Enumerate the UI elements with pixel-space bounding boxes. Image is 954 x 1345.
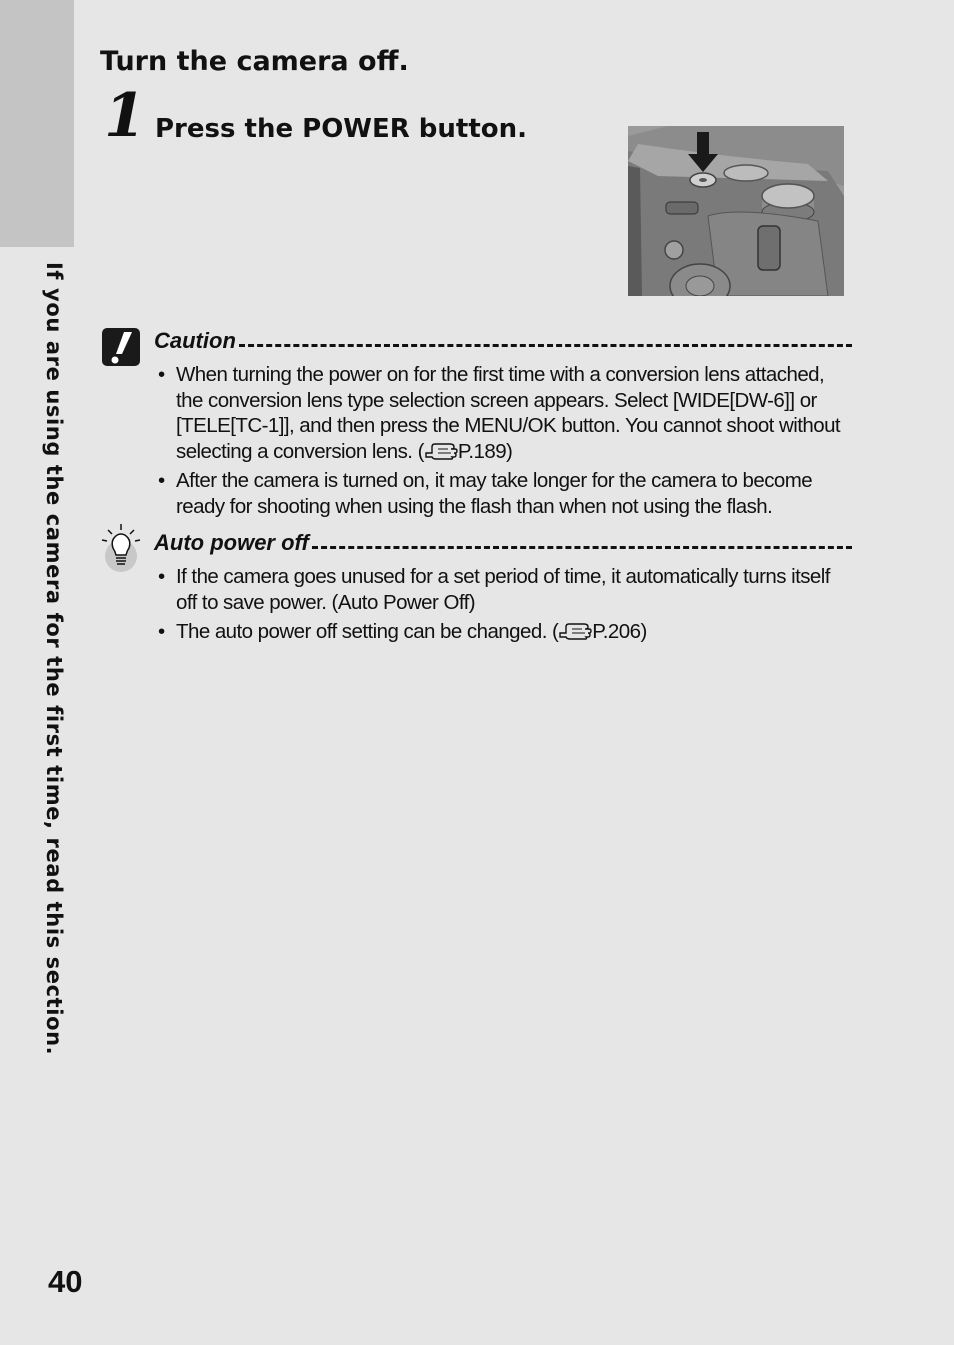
caution-header <box>100 326 852 358</box>
pointing-hand-icon <box>558 621 592 641</box>
caution-note <box>100 326 852 523</box>
page-reference[interactable]: P.206 <box>592 620 641 643</box>
auto-power-off-list <box>100 564 852 645</box>
auto-power-off-note <box>100 528 852 649</box>
camera-power-button-illustration <box>628 126 844 296</box>
page-reference[interactable]: P.189 <box>457 439 507 463</box>
auto-power-off-title <box>154 530 852 556</box>
list-item: • If the camera goes unused for a set period of time, it automatically turns itself off to save power. (Auto Power Off) <box>158 564 852 615</box>
caution-title-text: Caution <box>154 328 236 353</box>
list-item: • When turning the power on for the first time with a conversion lens attached, the conversion lens type selection screen appears. Select [WIDE[DW-6]] or [TELE[TC-1]], and then press the MENU/OK button. You cannot shoot without selecting a conversion lens. ( P.189) <box>158 362 852 464</box>
list-item: • After the camera is turned on, it may take longer for the camera to become ready for shooting when using the flash than when not using the flash. <box>158 468 852 519</box>
step-number: 1 <box>104 81 146 151</box>
caution-dashed-rule <box>239 344 852 347</box>
section-title: Turn the camera off. <box>100 46 409 77</box>
auto-power-off-header <box>100 528 852 560</box>
page-number: 40 <box>48 1264 83 1299</box>
caution-list <box>100 362 852 519</box>
sidebar-vertical-text: If you are using the camera for the first time, read this section. <box>42 262 66 1056</box>
auto-power-off-dashed-rule <box>312 546 852 549</box>
step-instruction: Press the POWER button. <box>155 114 528 144</box>
caution-title <box>154 328 852 354</box>
caution-exclamation-icon <box>100 326 142 368</box>
auto-power-off-title-text: Auto power off <box>154 530 309 555</box>
lightbulb-hint-icon <box>100 522 142 574</box>
list-item: • The auto power off setting can be changed. ( P.206) <box>158 619 852 645</box>
pointing-hand-icon <box>424 441 458 461</box>
section-tab-block <box>0 0 74 247</box>
